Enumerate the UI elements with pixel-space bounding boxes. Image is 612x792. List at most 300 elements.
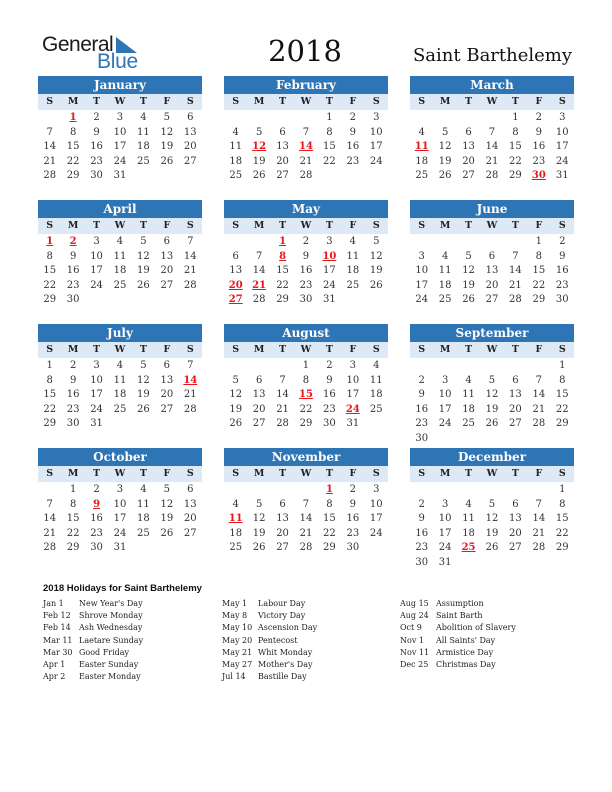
weekday-label: S <box>232 468 240 479</box>
day-cell: 29 <box>555 542 569 553</box>
holiday-name: New Year's Day <box>79 599 143 608</box>
day-cell: 1 <box>535 236 543 247</box>
weekday-label: S <box>558 344 566 355</box>
holiday-day-cell: 27 <box>228 294 243 305</box>
holiday-row <box>43 598 143 610</box>
day-cell: 2 <box>93 112 100 123</box>
day-cell: 27 <box>160 279 174 291</box>
holiday-name: Labour Day <box>258 599 306 608</box>
day-cell: 20 <box>183 513 197 524</box>
day-cell: 13 <box>462 141 475 152</box>
holiday-date: Dec 25 <box>400 659 429 669</box>
day-cell: 27 <box>160 403 174 415</box>
day-cell: 7 <box>46 126 53 138</box>
day-cell: 26 <box>160 527 174 539</box>
empty-cell <box>527 483 550 498</box>
holiday-row <box>400 610 516 622</box>
day-cell: 9 <box>93 126 100 138</box>
day-cell: 6 <box>232 250 239 262</box>
day-cell: 29 <box>66 170 80 181</box>
weekday-label: W <box>114 344 126 355</box>
day-cell: 6 <box>512 374 519 386</box>
day-cell: 18 <box>113 265 127 276</box>
weekday-label: T <box>511 468 519 479</box>
month-august <box>224 324 388 432</box>
day-cell: 22 <box>66 155 80 167</box>
day-cell: 31 <box>555 170 569 181</box>
day-cell: 25 <box>113 403 127 415</box>
day-cell: 23 <box>532 155 546 167</box>
day-cell: 15 <box>66 513 80 524</box>
day-cell: 26 <box>137 403 150 415</box>
weekday-label: S <box>558 220 566 231</box>
weekday-label: W <box>486 344 498 355</box>
day-cell: 8 <box>326 498 333 510</box>
day-cell: 20 <box>183 141 197 152</box>
day-cell: 29 <box>323 542 336 553</box>
day-cell: 16 <box>346 513 360 524</box>
day-cell: 4 <box>140 112 147 123</box>
day-cell: 22 <box>323 155 336 167</box>
day-cell: 5 <box>140 236 147 247</box>
weekday-label: T <box>465 220 473 231</box>
weekday-label: M <box>439 220 451 231</box>
day-cell: 11 <box>369 374 383 386</box>
day-cell: 28 <box>299 542 313 553</box>
day-cell: 17 <box>438 403 452 415</box>
day-cell: 20 <box>509 403 522 415</box>
day-cell: 16 <box>66 389 80 400</box>
weekday-header-row <box>38 342 202 358</box>
month-january <box>38 76 202 184</box>
weekday-label: M <box>67 468 79 479</box>
day-cell: 14 <box>532 513 546 524</box>
holiday-row <box>43 659 143 671</box>
holiday-row <box>43 671 143 683</box>
holiday-day-cell: 1 <box>325 484 333 495</box>
day-cell: 9 <box>326 374 333 386</box>
day-cell: 5 <box>163 112 171 123</box>
weekday-label: S <box>186 96 194 107</box>
day-cell: 19 <box>485 403 499 415</box>
day-cell: 16 <box>90 513 103 524</box>
day-cell: 26 <box>137 279 150 291</box>
day-cell: 8 <box>559 374 566 386</box>
holiday-name: Armistice Day <box>436 647 494 657</box>
country-name: Saint Barthelemy <box>412 45 573 66</box>
day-cell: 24 <box>438 542 452 553</box>
day-cell: 22 <box>555 527 569 539</box>
weekday-label: S <box>46 96 54 107</box>
month-april <box>38 200 202 308</box>
holiday-day-cell: 1 <box>69 112 77 123</box>
day-cell: 3 <box>93 360 100 371</box>
day-cell: 24 <box>90 403 103 415</box>
day-cell: 18 <box>462 527 475 539</box>
holiday-day-cell: 11 <box>414 141 429 152</box>
month-july <box>38 324 202 432</box>
weekday-label: W <box>300 96 312 107</box>
day-cell: 25 <box>438 294 452 305</box>
month-title: July <box>38 324 202 342</box>
day-cell: 9 <box>418 389 425 400</box>
day-cell: 3 <box>93 236 100 247</box>
day-cell: 25 <box>229 170 243 181</box>
day-cell: 26 <box>369 279 383 291</box>
day-cell: 3 <box>559 112 566 123</box>
month-june <box>410 200 574 308</box>
holiday-name: Easter Sunday <box>79 659 139 669</box>
holidays-title: 2018 Holidays for Saint Barthelemy <box>43 583 202 594</box>
day-cell: 27 <box>485 294 499 305</box>
holiday-column <box>43 598 143 683</box>
day-cell: 7 <box>187 236 194 247</box>
day-cell: 11 <box>137 126 150 138</box>
day-cell: 8 <box>46 250 53 262</box>
day-cell: 9 <box>69 250 77 262</box>
weekday-label: W <box>486 220 498 231</box>
day-cell: 16 <box>346 141 360 152</box>
month-title: August <box>224 324 388 342</box>
day-cell: 23 <box>66 403 80 415</box>
holiday-name: Victory Day <box>258 611 306 621</box>
day-cell: 27 <box>509 542 522 553</box>
holiday-name: Saint Barth <box>436 611 483 621</box>
day-cell: 3 <box>441 498 449 510</box>
holiday-name: Ascension Day <box>258 623 318 633</box>
day-cell: 18 <box>113 389 127 400</box>
day-cell: 23 <box>415 542 429 553</box>
weekday-label: F <box>535 96 543 107</box>
empty-cell <box>480 235 503 250</box>
logo-text-general: General <box>42 33 114 56</box>
holiday-row <box>43 610 143 622</box>
weekday-label: T <box>279 344 287 355</box>
weekday-label: F <box>163 344 171 355</box>
weekday-label: W <box>486 96 498 107</box>
day-cell: 4 <box>373 360 380 371</box>
empty-cell <box>457 111 480 126</box>
weekday-label: W <box>114 220 126 231</box>
day-cell: 2 <box>349 112 357 123</box>
day-cell: 28 <box>183 279 197 291</box>
day-cell: 23 <box>415 418 429 429</box>
day-cell: 17 <box>438 527 452 539</box>
weekday-label: M <box>439 468 451 479</box>
day-cell: 15 <box>276 265 289 276</box>
day-cell: 16 <box>66 265 80 276</box>
day-cell: 9 <box>418 513 425 524</box>
holiday-row <box>400 622 516 634</box>
day-cell: 26 <box>229 418 243 429</box>
day-cell: 13 <box>276 513 289 524</box>
day-cell: 23 <box>346 155 360 167</box>
day-grid <box>224 111 388 184</box>
day-cell: 7 <box>302 498 310 510</box>
holiday-day-cell: 14 <box>183 374 198 386</box>
weekday-label: S <box>46 468 54 479</box>
day-cell: 10 <box>369 498 383 510</box>
weekday-label: F <box>349 344 357 355</box>
month-title: January <box>38 76 202 94</box>
holiday-date: May 27 <box>222 659 253 669</box>
day-cell: 8 <box>302 374 310 386</box>
day-grid <box>38 483 202 556</box>
month-february <box>224 76 388 184</box>
day-cell: 18 <box>369 389 383 400</box>
day-cell: 8 <box>512 126 519 138</box>
weekday-label: S <box>558 468 566 479</box>
empty-cell <box>457 235 480 250</box>
day-cell: 21 <box>532 403 546 415</box>
month-title: June <box>410 200 574 218</box>
day-cell: 8 <box>69 498 77 510</box>
empty-cell <box>457 483 480 498</box>
day-cell: 11 <box>113 374 127 386</box>
day-cell: 7 <box>255 250 263 262</box>
day-cell: 13 <box>509 513 522 524</box>
day-cell: 24 <box>369 527 383 539</box>
weekday-label: M <box>439 344 451 355</box>
day-cell: 22 <box>299 403 313 415</box>
holiday-name: Easter Monday <box>79 672 141 682</box>
holiday-row <box>222 622 317 634</box>
day-grid <box>410 359 574 446</box>
month-title: October <box>38 448 202 466</box>
day-cell: 27 <box>183 527 197 539</box>
day-grid <box>38 235 202 308</box>
day-cell: 20 <box>160 389 174 400</box>
day-cell: 23 <box>90 155 103 167</box>
holiday-date: Nov 11 <box>400 647 430 657</box>
day-cell: 12 <box>229 389 243 400</box>
day-cell: 17 <box>415 279 429 291</box>
weekday-label: W <box>114 468 126 479</box>
day-cell: 12 <box>137 250 150 262</box>
month-march <box>410 76 574 184</box>
day-cell: 9 <box>69 374 77 386</box>
day-cell: 3 <box>349 360 357 371</box>
day-cell: 29 <box>43 418 57 429</box>
weekday-label: M <box>67 344 79 355</box>
day-cell: 21 <box>485 155 499 167</box>
day-cell: 24 <box>438 418 452 429</box>
day-cell: 11 <box>137 498 150 510</box>
day-cell: 24 <box>90 279 103 291</box>
day-cell: 4 <box>441 250 449 262</box>
holiday-day-cell: 11 <box>228 513 243 524</box>
day-cell: 27 <box>509 418 522 429</box>
holiday-row <box>400 647 516 659</box>
holiday-date: Nov 1 <box>400 635 424 645</box>
weekday-label: S <box>46 220 54 231</box>
holiday-row <box>222 598 317 610</box>
day-cell: 24 <box>323 279 336 291</box>
weekday-label: F <box>535 344 543 355</box>
weekday-label: S <box>186 344 194 355</box>
day-cell: 7 <box>488 126 496 138</box>
day-cell: 22 <box>509 155 522 167</box>
day-cell: 21 <box>43 527 57 539</box>
month-title: April <box>38 200 202 218</box>
day-cell: 24 <box>415 294 429 305</box>
day-cell: 15 <box>555 513 569 524</box>
day-cell: 8 <box>535 250 543 262</box>
day-cell: 1 <box>69 484 77 495</box>
day-cell: 5 <box>232 374 239 386</box>
day-cell: 25 <box>415 170 429 181</box>
weekday-header-row <box>410 466 574 482</box>
day-cell: 25 <box>229 542 243 553</box>
day-cell: 5 <box>163 484 171 495</box>
empty-cell <box>527 359 550 374</box>
holiday-name: Whit Monday <box>258 647 313 657</box>
day-cell: 26 <box>462 294 475 305</box>
day-cell: 14 <box>299 513 313 524</box>
day-cell: 19 <box>369 265 383 276</box>
day-cell: 31 <box>113 170 127 181</box>
holiday-day-cell: 1 <box>46 236 54 247</box>
weekday-label: W <box>114 96 126 107</box>
day-cell: 4 <box>232 498 239 510</box>
day-cell: 29 <box>509 170 522 181</box>
weekday-label: T <box>465 344 473 355</box>
day-cell: 7 <box>535 498 543 510</box>
day-cell: 16 <box>415 527 429 539</box>
empty-cell <box>271 111 294 126</box>
month-november <box>224 448 388 556</box>
day-cell: 5 <box>488 498 496 510</box>
day-cell: 15 <box>532 265 546 276</box>
day-cell: 3 <box>373 112 380 123</box>
day-cell: 31 <box>438 556 452 568</box>
day-cell: 12 <box>137 374 150 386</box>
day-cell: 2 <box>418 374 425 386</box>
day-cell: 14 <box>43 141 57 152</box>
day-cell: 2 <box>559 236 566 247</box>
day-cell: 7 <box>279 374 286 386</box>
weekday-label: F <box>535 468 543 479</box>
holiday-name: Abolition of Slavery <box>436 623 516 633</box>
day-cell: 15 <box>555 389 569 400</box>
day-cell: 24 <box>113 527 127 539</box>
day-cell: 30 <box>415 432 429 444</box>
weekday-label: M <box>253 468 265 479</box>
day-cell: 30 <box>346 542 360 553</box>
weekday-label: W <box>486 468 498 479</box>
day-cell: 9 <box>302 250 310 262</box>
day-cell: 4 <box>465 374 472 386</box>
day-cell: 26 <box>485 542 499 553</box>
weekday-label: S <box>372 344 380 355</box>
day-grid <box>410 483 574 570</box>
day-cell: 28 <box>252 294 266 305</box>
weekday-label: F <box>349 220 357 231</box>
day-cell: 2 <box>326 360 333 371</box>
day-cell: 19 <box>252 155 266 167</box>
empty-cell <box>247 359 270 374</box>
day-cell: 13 <box>183 126 197 138</box>
day-cell: 1 <box>559 484 566 495</box>
day-cell: 15 <box>323 513 336 524</box>
weekday-label: S <box>186 468 194 479</box>
day-cell: 10 <box>369 126 383 138</box>
holiday-column <box>222 598 317 683</box>
weekday-label: S <box>418 220 426 231</box>
day-cell: 27 <box>276 542 289 553</box>
holiday-column <box>400 598 516 671</box>
day-cell: 20 <box>462 155 475 167</box>
day-cell: 14 <box>183 250 197 262</box>
month-title: March <box>410 76 574 94</box>
weekday-label: F <box>535 220 543 231</box>
weekday-header-row <box>224 94 388 110</box>
day-cell: 15 <box>66 141 80 152</box>
day-cell: 3 <box>418 250 425 262</box>
day-cell: 6 <box>187 484 194 495</box>
holiday-name: Mother's Day <box>258 659 313 669</box>
day-cell: 21 <box>276 403 289 415</box>
day-cell: 8 <box>559 498 566 510</box>
day-cell: 13 <box>183 498 197 510</box>
day-cell: 29 <box>555 418 569 429</box>
day-cell: 28 <box>532 542 546 553</box>
holiday-date: Aug 15 <box>400 599 429 608</box>
day-cell: 10 <box>113 498 127 510</box>
empty-cell <box>224 111 247 126</box>
day-cell: 13 <box>229 265 243 276</box>
day-grid <box>410 111 574 184</box>
day-cell: 3 <box>373 484 380 495</box>
day-cell: 30 <box>66 294 80 305</box>
day-cell: 8 <box>46 374 53 386</box>
day-grid <box>38 111 202 184</box>
day-cell: 10 <box>346 374 360 386</box>
day-cell: 4 <box>418 126 425 138</box>
holiday-date: May 10 <box>222 623 253 633</box>
day-cell: 14 <box>43 513 57 524</box>
weekday-label: M <box>253 220 265 231</box>
weekday-label: T <box>325 96 333 107</box>
day-cell: 4 <box>140 484 147 495</box>
weekday-header-row <box>410 218 574 234</box>
day-cell: 16 <box>555 265 569 276</box>
day-cell: 15 <box>323 141 336 152</box>
day-cell: 20 <box>276 527 289 539</box>
day-cell: 22 <box>532 279 546 291</box>
day-cell: 30 <box>415 556 429 568</box>
empty-cell <box>410 483 433 498</box>
day-cell: 12 <box>160 498 174 510</box>
day-grid <box>224 359 388 432</box>
day-cell: 3 <box>116 484 124 495</box>
day-cell: 2 <box>535 112 543 123</box>
weekday-label: T <box>325 344 333 355</box>
weekday-label: S <box>558 96 566 107</box>
weekday-label: T <box>325 220 333 231</box>
weekday-label: T <box>325 468 333 479</box>
empty-cell <box>433 359 456 374</box>
day-cell: 7 <box>46 498 53 510</box>
weekday-label: S <box>372 468 380 479</box>
empty-cell <box>247 111 270 126</box>
day-cell: 27 <box>183 155 197 167</box>
day-cell: 26 <box>160 155 174 167</box>
weekday-header-row <box>410 94 574 110</box>
day-cell: 17 <box>90 389 103 400</box>
weekday-label: M <box>439 96 451 107</box>
weekday-label: T <box>93 220 101 231</box>
